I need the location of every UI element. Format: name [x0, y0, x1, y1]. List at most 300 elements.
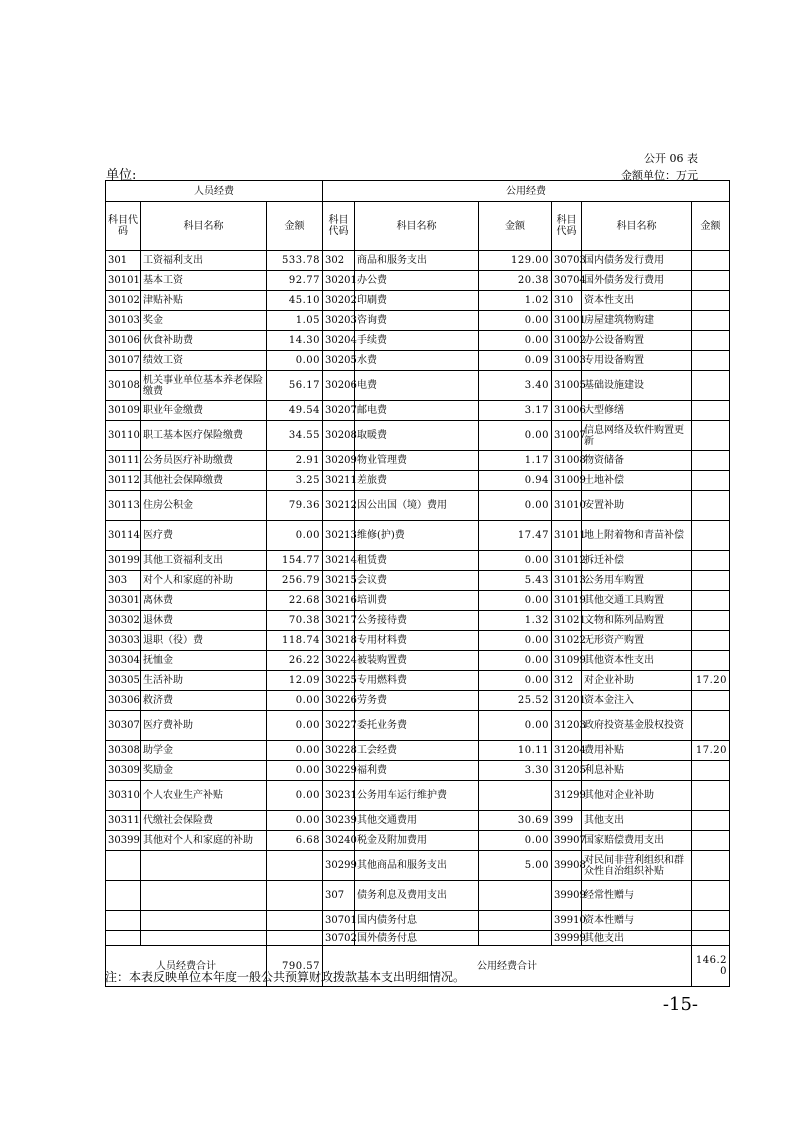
cell-amount: 0.00 — [479, 711, 552, 741]
cell-code — [106, 931, 141, 946]
cell-amount — [692, 761, 730, 781]
cell-code: 31013 — [552, 571, 582, 591]
cell-name: 奖励金 — [141, 761, 267, 781]
cell-code — [106, 881, 141, 911]
cell-name: 生活补助 — [141, 671, 267, 691]
public-total-label: 公用经费合计 — [323, 946, 692, 987]
cell-amount: 0.00 — [267, 761, 323, 781]
page-number: -15- — [662, 994, 698, 1015]
cell-amount: 0.00 — [479, 331, 552, 351]
cell-amount — [692, 291, 730, 311]
cell-amount: 1.02 — [479, 291, 552, 311]
cell-code: 31022 — [552, 631, 582, 651]
cell-amount — [692, 551, 730, 571]
cell-amount — [692, 471, 730, 491]
table-row — [106, 291, 730, 311]
cell-code: 31011 — [552, 521, 582, 551]
cell-code: 310 — [552, 291, 582, 311]
cell-amount: 0.00 — [479, 831, 552, 851]
cell-amount — [692, 311, 730, 331]
cell-name — [141, 911, 267, 931]
cell-amount: 2.91 — [267, 451, 323, 471]
cell-amount: 70.38 — [267, 611, 323, 631]
cell-name: 维修(护)费 — [355, 521, 479, 551]
cell-code: 39999 — [552, 931, 582, 946]
cell-name: 其他支出 — [582, 931, 692, 946]
cell-code: 30199 — [106, 551, 141, 571]
cell-name: 福利费 — [355, 761, 479, 781]
cell-code: 31203 — [552, 711, 582, 741]
cell-amount: 0.00 — [267, 351, 323, 371]
cell-name: 其他对个人和家庭的补助 — [141, 831, 267, 851]
header-code: 科目代码 — [552, 202, 582, 251]
cell-code: 30307 — [106, 711, 141, 741]
cell-amount — [692, 521, 730, 551]
cell-code: 30203 — [323, 311, 355, 331]
cell-name: 抚恤金 — [141, 651, 267, 671]
cell-code: 30102 — [106, 291, 141, 311]
cell-amount: 0.00 — [267, 711, 323, 741]
cell-code: 301 — [106, 251, 141, 271]
cell-name: 专用燃料费 — [355, 671, 479, 691]
cell-name: 经常性赠与 — [582, 881, 692, 911]
cell-name: 安置补助 — [582, 491, 692, 521]
cell-amount: 0.94 — [479, 471, 552, 491]
cell-amount: 34.55 — [267, 421, 323, 451]
cell-name: 对民间非营利组织和群众性自治组织补贴 — [582, 851, 692, 881]
cell-amount: 5.00 — [479, 851, 552, 881]
cell-amount: 533.78 — [267, 251, 323, 271]
cell-code: 31006 — [552, 401, 582, 421]
cell-name: 国内债务发行费用 — [582, 251, 692, 271]
cell-code: 30205 — [323, 351, 355, 371]
cell-code: 31099 — [552, 651, 582, 671]
cell-code: 30204 — [323, 331, 355, 351]
header-code: 科目代码 — [106, 202, 141, 251]
cell-name: 取暖费 — [355, 421, 479, 451]
cell-code: 30215 — [323, 571, 355, 591]
cell-amount: 0.00 — [479, 311, 552, 331]
table-row — [106, 711, 730, 741]
cell-name: 国外债务发行费用 — [582, 271, 692, 291]
cell-code: 30308 — [106, 741, 141, 761]
cell-amount — [692, 401, 730, 421]
cell-code: 31005 — [552, 371, 582, 401]
cell-name: 个人农业生产补贴 — [141, 781, 267, 811]
cell-code: 30703 — [552, 251, 582, 271]
cell-code: 39907 — [552, 831, 582, 851]
cell-code — [106, 911, 141, 931]
cell-amount — [692, 251, 730, 271]
cell-name: 其他工资福利支出 — [141, 551, 267, 571]
cell-code: 30225 — [323, 671, 355, 691]
expenditure-table — [105, 180, 730, 987]
cell-code: 30106 — [106, 331, 141, 351]
cell-code: 30224 — [323, 651, 355, 671]
cell-code: 31001 — [552, 311, 582, 331]
cell-name: 利息补贴 — [582, 761, 692, 781]
cell-amount — [479, 881, 552, 911]
cell-amount — [692, 631, 730, 651]
cell-code: 31204 — [552, 741, 582, 761]
cell-code: 399 — [552, 811, 582, 831]
cell-name: 专用材料费 — [355, 631, 479, 651]
cell-amount: 17.20 — [692, 741, 730, 761]
cell-amount — [692, 331, 730, 351]
cell-name: 绩效工资 — [141, 351, 267, 371]
cell-code: 30209 — [323, 451, 355, 471]
cell-amount: 118.74 — [267, 631, 323, 651]
cell-amount: 5.43 — [479, 571, 552, 591]
cell-code: 30214 — [323, 551, 355, 571]
cell-name: 土地补偿 — [582, 471, 692, 491]
cell-code: 303 — [106, 571, 141, 591]
cell-name: 工会经费 — [355, 741, 479, 761]
cell-code: 31003 — [552, 351, 582, 371]
header-amount: 金额 — [479, 202, 552, 251]
cell-name: 基础设施建设 — [582, 371, 692, 401]
cell-name: 政府投资基金股权投资 — [582, 711, 692, 741]
cell-amount: 10.11 — [479, 741, 552, 761]
cell-amount — [692, 611, 730, 631]
cell-code: 31012 — [552, 551, 582, 571]
cell-amount — [692, 651, 730, 671]
cell-name: 国内债务付息 — [355, 911, 479, 931]
table-row — [106, 351, 730, 371]
cell-code: 30305 — [106, 671, 141, 691]
cell-name: 专用设备购置 — [582, 351, 692, 371]
cell-amount: 17.47 — [479, 521, 552, 551]
cell-code: 302 — [323, 251, 355, 271]
cell-code: 30110 — [106, 421, 141, 451]
cell-code: 30206 — [323, 371, 355, 401]
cell-name: 办公设备购置 — [582, 331, 692, 351]
cell-amount: 0.00 — [479, 491, 552, 521]
cell-name: 邮电费 — [355, 401, 479, 421]
cell-code: 30228 — [323, 741, 355, 761]
cell-name: 资本性赠与 — [582, 911, 692, 931]
cell-amount: 3.30 — [479, 761, 552, 781]
cell-name: 大型修缮 — [582, 401, 692, 421]
cell-amount — [692, 691, 730, 711]
cell-amount: 1.05 — [267, 311, 323, 331]
cell-name: 津贴补贴 — [141, 291, 267, 311]
cell-name: 国外债务付息 — [355, 931, 479, 946]
cell-name: 税金及附加费用 — [355, 831, 479, 851]
cell-amount — [267, 881, 323, 911]
cell-name: 机关事业单位基本养老保险缴费 — [141, 371, 267, 401]
table-row — [106, 781, 730, 811]
cell-name: 职工基本医疗保险缴费 — [141, 421, 267, 451]
table-row — [106, 691, 730, 711]
cell-code: 307 — [323, 881, 355, 911]
cell-code: 31002 — [552, 331, 582, 351]
cell-name: 水费 — [355, 351, 479, 371]
cell-name: 公务接待费 — [355, 611, 479, 631]
cell-name: 被装购置费 — [355, 651, 479, 671]
table-row — [106, 471, 730, 491]
cell-name: 其他交通费用 — [355, 811, 479, 831]
cell-name: 劳务费 — [355, 691, 479, 711]
cell-name — [141, 931, 267, 946]
amount-unit: 金额单位：万元 — [621, 169, 698, 182]
cell-code: 30216 — [323, 591, 355, 611]
cell-amount: 0.00 — [479, 551, 552, 571]
cell-code: 30202 — [323, 291, 355, 311]
table-row — [106, 611, 730, 631]
cell-amount — [692, 451, 730, 471]
cell-code: 31021 — [552, 611, 582, 631]
cell-name: 奖金 — [141, 311, 267, 331]
table-row — [106, 931, 730, 946]
cell-code: 30299 — [323, 851, 355, 881]
cell-name: 对企业补助 — [582, 671, 692, 691]
header-name: 科目名称 — [355, 202, 479, 251]
cell-name — [141, 881, 267, 911]
cell-amount: 30.69 — [479, 811, 552, 831]
cell-name — [141, 851, 267, 881]
group-header-row — [106, 181, 730, 202]
cell-name: 其他资本性支出 — [582, 651, 692, 671]
cell-code: 31008 — [552, 451, 582, 471]
cell-amount: 26.22 — [267, 651, 323, 671]
cell-name: 因公出国（境）费用 — [355, 491, 479, 521]
cell-name: 其他社会保障缴费 — [141, 471, 267, 491]
table-row — [106, 421, 730, 451]
cell-amount: 256.79 — [267, 571, 323, 591]
cell-code: 30207 — [323, 401, 355, 421]
cell-amount: 6.68 — [267, 831, 323, 851]
cell-name: 租赁费 — [355, 551, 479, 571]
table-row — [106, 831, 730, 851]
cell-amount — [692, 851, 730, 881]
cell-name: 退休费 — [141, 611, 267, 631]
cell-amount — [692, 711, 730, 741]
form-number: 公开 06 表 — [644, 152, 698, 165]
table-row — [106, 811, 730, 831]
cell-amount — [267, 911, 323, 931]
cell-name: 对个人和家庭的补助 — [141, 571, 267, 591]
cell-code: 30208 — [323, 421, 355, 451]
cell-amount: 92.77 — [267, 271, 323, 291]
cell-code: 30113 — [106, 491, 141, 521]
group-personnel: 人员经费 — [106, 181, 323, 202]
cell-amount: 0.00 — [267, 781, 323, 811]
cell-code: 30302 — [106, 611, 141, 631]
cell-name: 费用补贴 — [582, 741, 692, 761]
cell-code: 30303 — [106, 631, 141, 651]
cell-code: 31009 — [552, 471, 582, 491]
table-row — [106, 671, 730, 691]
cell-name: 差旅费 — [355, 471, 479, 491]
cell-amount: 1.32 — [479, 611, 552, 631]
cell-name: 住房公积金 — [141, 491, 267, 521]
cell-amount — [479, 781, 552, 811]
header-name: 科目名称 — [582, 202, 692, 251]
table-row — [106, 551, 730, 571]
cell-code: 31007 — [552, 421, 582, 451]
cell-name: 医疗费 — [141, 521, 267, 551]
cell-name: 公务用车购置 — [582, 571, 692, 591]
unit-label: 单位: — [106, 168, 137, 183]
cell-amount — [692, 491, 730, 521]
cell-name: 房屋建筑物购建 — [582, 311, 692, 331]
table-row — [106, 911, 730, 931]
cell-name: 代缴社会保险费 — [141, 811, 267, 831]
header-amount: 金额 — [267, 202, 323, 251]
cell-code: 30109 — [106, 401, 141, 421]
cell-code: 30211 — [323, 471, 355, 491]
cell-amount — [692, 571, 730, 591]
cell-amount: 79.36 — [267, 491, 323, 521]
cell-name: 离休费 — [141, 591, 267, 611]
cell-code: 30107 — [106, 351, 141, 371]
cell-name: 地上附着物和青苗补偿 — [582, 521, 692, 551]
cell-name: 其他商品和服务支出 — [355, 851, 479, 881]
cell-amount — [692, 811, 730, 831]
table-row — [106, 651, 730, 671]
cell-amount: 154.77 — [267, 551, 323, 571]
table-row — [106, 851, 730, 881]
cell-amount — [267, 851, 323, 881]
cell-name: 手续费 — [355, 331, 479, 351]
cell-code: 30217 — [323, 611, 355, 631]
table-row — [106, 571, 730, 591]
cell-amount: 0.00 — [479, 591, 552, 611]
cell-code: 30311 — [106, 811, 141, 831]
cell-name: 资本性支出 — [582, 291, 692, 311]
cell-name: 办公费 — [355, 271, 479, 291]
cell-code — [106, 851, 141, 881]
cell-amount: 0.00 — [267, 691, 323, 711]
cell-code: 39909 — [552, 881, 582, 911]
cell-code: 30213 — [323, 521, 355, 551]
cell-amount — [692, 591, 730, 611]
cell-amount: 0.00 — [267, 811, 323, 831]
table-row — [106, 271, 730, 291]
cell-name: 商品和服务支出 — [355, 251, 479, 271]
cell-amount: 25.52 — [479, 691, 552, 711]
cell-code: 30306 — [106, 691, 141, 711]
cell-amount: 14.30 — [267, 331, 323, 351]
cell-code: 31019 — [552, 591, 582, 611]
cell-amount — [692, 881, 730, 911]
cell-code: 30108 — [106, 371, 141, 401]
cell-code: 30218 — [323, 631, 355, 651]
cell-name: 公务用车运行维护费 — [355, 781, 479, 811]
cell-name: 伙食补助费 — [141, 331, 267, 351]
cell-name: 医疗费补助 — [141, 711, 267, 741]
cell-amount: 20.38 — [479, 271, 552, 291]
cell-amount: 12.09 — [267, 671, 323, 691]
cell-amount: 45.10 — [267, 291, 323, 311]
cell-name: 其他交通工具购置 — [582, 591, 692, 611]
cell-amount — [267, 931, 323, 946]
cell-amount: 56.17 — [267, 371, 323, 401]
cell-code: 30704 — [552, 271, 582, 291]
cell-name: 职业年金缴费 — [141, 401, 267, 421]
table-row — [106, 401, 730, 421]
cell-code: 30212 — [323, 491, 355, 521]
cell-amount: 1.17 — [479, 451, 552, 471]
cell-code: 30103 — [106, 311, 141, 331]
cell-name: 资本金注入 — [582, 691, 692, 711]
cell-amount: 0.00 — [267, 741, 323, 761]
cell-code: 30702 — [323, 931, 355, 946]
cell-code: 39908 — [552, 851, 582, 881]
cell-amount: 0.00 — [479, 631, 552, 651]
cell-name: 退职（役）费 — [141, 631, 267, 651]
cell-amount: 0.09 — [479, 351, 552, 371]
table-row — [106, 591, 730, 611]
cell-amount — [479, 931, 552, 946]
public-total-amount: 146.20 — [692, 946, 730, 987]
cell-code: 30301 — [106, 591, 141, 611]
cell-name: 物业管理费 — [355, 451, 479, 471]
table-row — [106, 331, 730, 351]
table-row — [106, 631, 730, 651]
cell-code: 31201 — [552, 691, 582, 711]
cell-amount — [692, 351, 730, 371]
cell-amount — [692, 831, 730, 851]
cell-amount: 0.00 — [267, 521, 323, 551]
header-amount: 金额 — [692, 202, 730, 251]
cell-name: 物资储备 — [582, 451, 692, 471]
cell-name: 工资福利支出 — [141, 251, 267, 271]
cell-code: 31299 — [552, 781, 582, 811]
cell-code: 30239 — [323, 811, 355, 831]
cell-amount: 17.20 — [692, 671, 730, 691]
cell-code: 30399 — [106, 831, 141, 851]
header-code: 科目代码 — [323, 202, 355, 251]
cell-amount: 129.00 — [479, 251, 552, 271]
cell-name: 其他支出 — [582, 811, 692, 831]
footnote: 注：本表反映单位本年度一般公共预算财政拨款基本支出明细情况。 — [105, 970, 466, 984]
table-row — [106, 451, 730, 471]
table-row — [106, 311, 730, 331]
cell-name: 其他对企业补助 — [582, 781, 692, 811]
cell-code: 30114 — [106, 521, 141, 551]
cell-name: 文物和陈列品购置 — [582, 611, 692, 631]
cell-code: 30227 — [323, 711, 355, 741]
cell-amount — [692, 911, 730, 931]
table-row — [106, 521, 730, 551]
table-row — [106, 761, 730, 781]
column-header-row — [106, 202, 730, 251]
cell-amount: 3.25 — [267, 471, 323, 491]
cell-name: 救济费 — [141, 691, 267, 711]
table-row — [106, 741, 730, 761]
cell-name: 拆迁补偿 — [582, 551, 692, 571]
table-row — [106, 371, 730, 401]
cell-name: 咨询费 — [355, 311, 479, 331]
cell-name: 培训费 — [355, 591, 479, 611]
table-row — [106, 881, 730, 911]
header-name: 科目名称 — [141, 202, 267, 251]
cell-amount: 3.17 — [479, 401, 552, 421]
cell-amount — [692, 371, 730, 401]
cell-code: 30310 — [106, 781, 141, 811]
cell-code: 30229 — [323, 761, 355, 781]
cell-amount — [479, 911, 552, 931]
personnel-total-amount: 790.57 — [267, 946, 323, 987]
cell-amount: 22.68 — [267, 591, 323, 611]
cell-amount: 0.00 — [479, 421, 552, 451]
cell-name: 委托业务费 — [355, 711, 479, 741]
cell-name: 会议费 — [355, 571, 479, 591]
cell-amount — [692, 931, 730, 946]
cell-code: 30701 — [323, 911, 355, 931]
